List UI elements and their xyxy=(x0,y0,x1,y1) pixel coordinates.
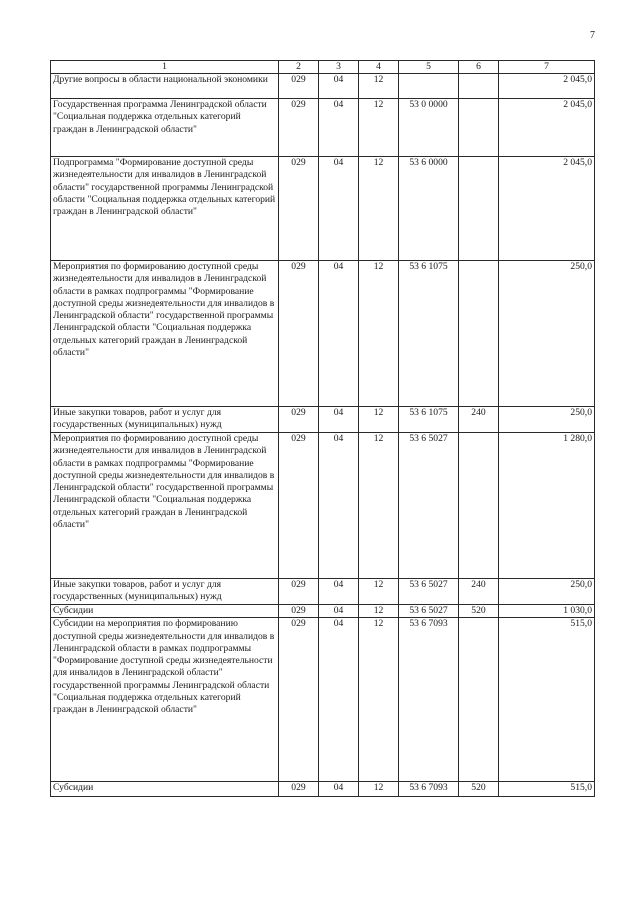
row-amount: 515,0 xyxy=(499,618,595,782)
row-code-3: 04 xyxy=(319,74,359,99)
table-row xyxy=(51,261,595,407)
row-amount: 1 280,0 xyxy=(499,433,595,579)
row-code-4: 12 xyxy=(359,782,399,797)
row-code-6 xyxy=(459,261,499,407)
column-header: 1 xyxy=(51,61,279,74)
row-code-2: 029 xyxy=(279,261,319,407)
row-code-5: 53 6 7093 xyxy=(399,782,459,797)
row-code-6: 240 xyxy=(459,407,499,433)
row-code-3: 04 xyxy=(319,618,359,782)
row-code-4: 12 xyxy=(359,261,399,407)
column-header: 6 xyxy=(459,61,499,74)
row-code-5: 53 6 1075 xyxy=(399,407,459,433)
row-code-2: 029 xyxy=(279,618,319,782)
row-code-3: 04 xyxy=(319,157,359,261)
row-code-6 xyxy=(459,99,499,157)
row-code-3: 04 xyxy=(319,579,359,605)
row-name: Иные закупки товаров, работ и услуг для государственных (муниципальных) нужд xyxy=(51,579,279,605)
row-code-4: 12 xyxy=(359,579,399,605)
row-code-2: 029 xyxy=(279,99,319,157)
row-code-2: 029 xyxy=(279,433,319,579)
row-code-3: 04 xyxy=(319,407,359,433)
table-row xyxy=(51,74,595,99)
row-amount: 515,0 xyxy=(499,782,595,797)
row-code-3: 04 xyxy=(319,433,359,579)
row-code-2: 029 xyxy=(279,782,319,797)
row-name: Другие вопросы в области национальной экономики xyxy=(51,74,279,99)
row-name: Мероприятия по формированию доступной среды жизнедеятельности для инвалидов в Ленинградской области в рамках подпрограммы "Формирование доступной среды жизнедеятельности для инвалидов в Ленинградской области" государственной программы Ленинградской области "Социальная поддержка отдельных категорий граждан в Ленинградской области" xyxy=(51,261,279,407)
row-code-3: 04 xyxy=(319,261,359,407)
row-code-2: 029 xyxy=(279,605,319,618)
row-code-6 xyxy=(459,74,499,99)
column-header: 7 xyxy=(499,61,595,74)
row-code-5: 53 6 5027 xyxy=(399,579,459,605)
column-header: 5 xyxy=(399,61,459,74)
row-code-2: 029 xyxy=(279,157,319,261)
table-row xyxy=(51,157,595,261)
column-header: 3 xyxy=(319,61,359,74)
table-row xyxy=(51,618,595,782)
row-name: Субсидии xyxy=(51,605,279,618)
row-code-6 xyxy=(459,433,499,579)
row-code-5: 53 6 1075 xyxy=(399,261,459,407)
table-row xyxy=(51,99,595,157)
row-amount: 2 045,0 xyxy=(499,99,595,157)
budget-table xyxy=(50,60,595,797)
row-code-4: 12 xyxy=(359,74,399,99)
row-code-3: 04 xyxy=(319,99,359,157)
row-name: Государственная программа Ленинградской области "Социальная поддержка отдельных категорий граждан в Ленинградской области" xyxy=(51,99,279,157)
row-code-6: 520 xyxy=(459,605,499,618)
table-row xyxy=(51,579,595,605)
row-code-4: 12 xyxy=(359,618,399,782)
row-code-6: 520 xyxy=(459,782,499,797)
row-code-3: 04 xyxy=(319,605,359,618)
row-code-5: 53 6 0000 xyxy=(399,157,459,261)
row-name: Иные закупки товаров, работ и услуг для государственных (муниципальных) нужд xyxy=(51,407,279,433)
row-code-4: 12 xyxy=(359,605,399,618)
row-amount: 2 045,0 xyxy=(499,74,595,99)
table-row xyxy=(51,407,595,433)
row-name: Субсидии xyxy=(51,782,279,797)
table-row xyxy=(51,782,595,797)
header-row xyxy=(51,61,595,74)
page-number: 7 xyxy=(590,30,595,41)
row-code-4: 12 xyxy=(359,407,399,433)
row-code-2: 029 xyxy=(279,74,319,99)
row-amount: 250,0 xyxy=(499,261,595,407)
row-code-6: 240 xyxy=(459,579,499,605)
row-code-5: 53 6 5027 xyxy=(399,433,459,579)
row-name: Мероприятия по формированию доступной среды жизнедеятельности для инвалидов в Ленинградской области в рамках подпрограммы "Формирование доступной среды жизнедеятельности для инвалидов в Ленинградской области" государственной программы Ленинградской области "Социальная поддержка отдельных категорий граждан в Ленинградской области" xyxy=(51,433,279,579)
row-code-4: 12 xyxy=(359,99,399,157)
row-amount: 250,0 xyxy=(499,407,595,433)
row-code-5: 53 6 7093 xyxy=(399,618,459,782)
row-amount: 250,0 xyxy=(499,579,595,605)
row-amount: 1 030,0 xyxy=(499,605,595,618)
row-name: Подпрограмма "Формирование доступной среды жизнедеятельности для инвалидов в Ленинградской области" государственной программы Ленинградской области "Социальная поддержка отдельных категорий граждан в Ленинградской области" xyxy=(51,157,279,261)
row-code-3: 04 xyxy=(319,782,359,797)
row-amount: 2 045,0 xyxy=(499,157,595,261)
column-header: 4 xyxy=(359,61,399,74)
row-code-5: 53 0 0000 xyxy=(399,99,459,157)
table-row xyxy=(51,433,595,579)
row-code-6 xyxy=(459,157,499,261)
row-code-4: 12 xyxy=(359,157,399,261)
row-code-2: 029 xyxy=(279,579,319,605)
row-code-2: 029 xyxy=(279,407,319,433)
row-code-5: 53 6 5027 xyxy=(399,605,459,618)
row-name: Субсидии на мероприятия по формированию доступной среды жизнедеятельности для инвалидов в Ленинградской области в рамках подпрограммы "Формирование доступной среды жизнедеятельности для инвалидов в Ленинградской области" государственной программы Ленинградской области "Социальная поддержка отдельных категорий граждан в Ленинградской области" xyxy=(51,618,279,782)
table-row xyxy=(51,605,595,618)
column-header: 2 xyxy=(279,61,319,74)
row-code-4: 12 xyxy=(359,433,399,579)
row-code-5 xyxy=(399,74,459,99)
row-code-6 xyxy=(459,618,499,782)
